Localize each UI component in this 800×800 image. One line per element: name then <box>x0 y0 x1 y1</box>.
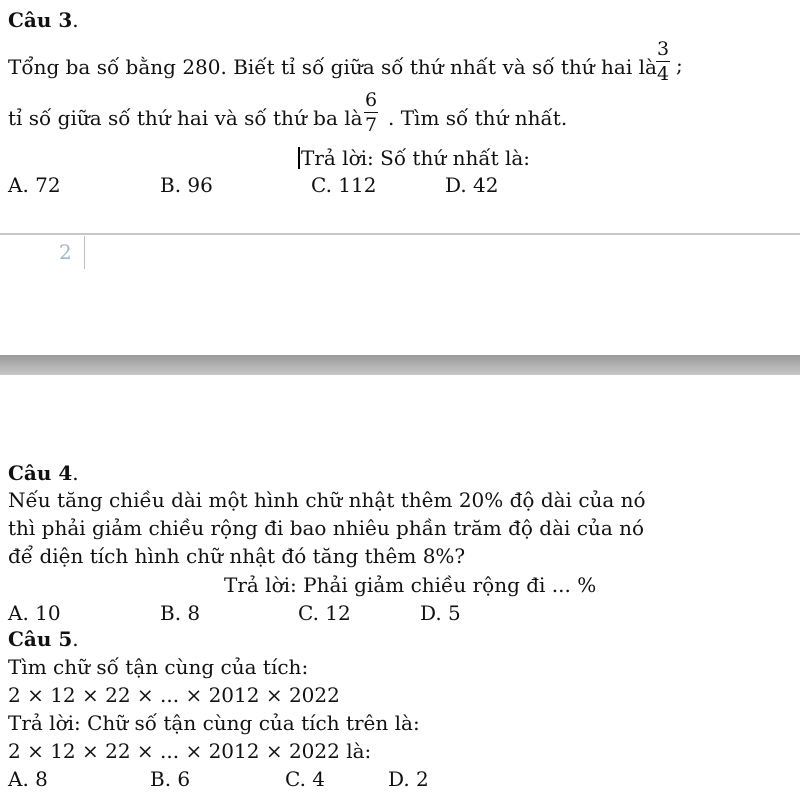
page-bottom-edge <box>0 233 800 235</box>
question-4-title: Câu 4. <box>8 461 79 485</box>
question-3-option-d[interactable]: D. 42 <box>445 173 499 197</box>
question-3-option-c[interactable]: C. 112 <box>311 173 377 197</box>
page-number: 2 <box>59 240 72 264</box>
page-gap-edge <box>0 375 800 380</box>
question-4-answer: Trả lời: Phải giảm chiều rộng đi ... % <box>224 573 597 597</box>
question-5-option-d[interactable]: D. 2 <box>388 767 429 791</box>
question-3-text-line-1: Tổng ba số bằng 280. Biết tỉ số giữa số thứ nhất và số thứ hai là <box>8 55 657 79</box>
fraction-numerator: 3 <box>656 38 670 60</box>
question-4-option-a[interactable]: A. 10 <box>8 601 61 625</box>
text-cursor <box>298 147 300 169</box>
question-5-option-b[interactable]: B. 6 <box>150 767 191 791</box>
margin-guide <box>84 236 85 269</box>
fraction-6-7 <box>364 90 378 135</box>
fraction-3-4 <box>656 39 670 84</box>
question-5-text-line-1: Tìm chữ số tận cùng của tích: <box>8 655 309 679</box>
question-4-text-line-1: Nếu tăng chiều dài một hình chữ nhật thêm 20% độ dài của nó <box>8 488 646 512</box>
question-3-text-line-2: tỉ số giữa số thứ hai và số thứ ba là <box>8 106 363 130</box>
question-5-answer: Trả lời: Chữ số tận cùng của tích trên là: <box>8 711 420 735</box>
fraction-denominator: 4 <box>656 63 670 85</box>
question-3-title: Câu 3. <box>8 8 79 32</box>
question-3-line-1-end: ; <box>676 53 683 77</box>
fraction-numerator: 6 <box>364 89 378 111</box>
question-3-option-b[interactable]: B. 96 <box>160 173 213 197</box>
question-4-text-line-3: để diện tích hình chữ nhật đó tăng thêm 8%? <box>8 544 466 568</box>
question-5-title: Câu 5. <box>8 627 79 651</box>
question-3-answer: Trả lời: Số thứ nhất là: <box>301 146 531 170</box>
question-5-expression: 2 × 12 × 22 × ... × 2012 × 2022 <box>8 683 340 707</box>
question-5-option-c[interactable]: C. 4 <box>285 767 326 791</box>
page-gap <box>0 355 800 375</box>
fraction-denominator: 7 <box>364 114 378 136</box>
question-4-option-d[interactable]: D. 5 <box>420 601 461 625</box>
question-5-option-a[interactable]: A. 8 <box>8 767 48 791</box>
question-4-text-line-2: thì phải giảm chiều rộng đi bao nhiêu phần trăm độ dài của nó <box>8 516 645 540</box>
question-3-option-a[interactable]: A. 72 <box>8 173 61 197</box>
question-5-answer-expression: 2 × 12 × 22 × ... × 2012 × 2022 là: <box>8 739 372 763</box>
question-4-option-c[interactable]: C. 12 <box>298 601 351 625</box>
question-3-line-2-end: . Tìm số thứ nhất. <box>388 106 568 130</box>
question-4-option-b[interactable]: B. 8 <box>160 601 201 625</box>
